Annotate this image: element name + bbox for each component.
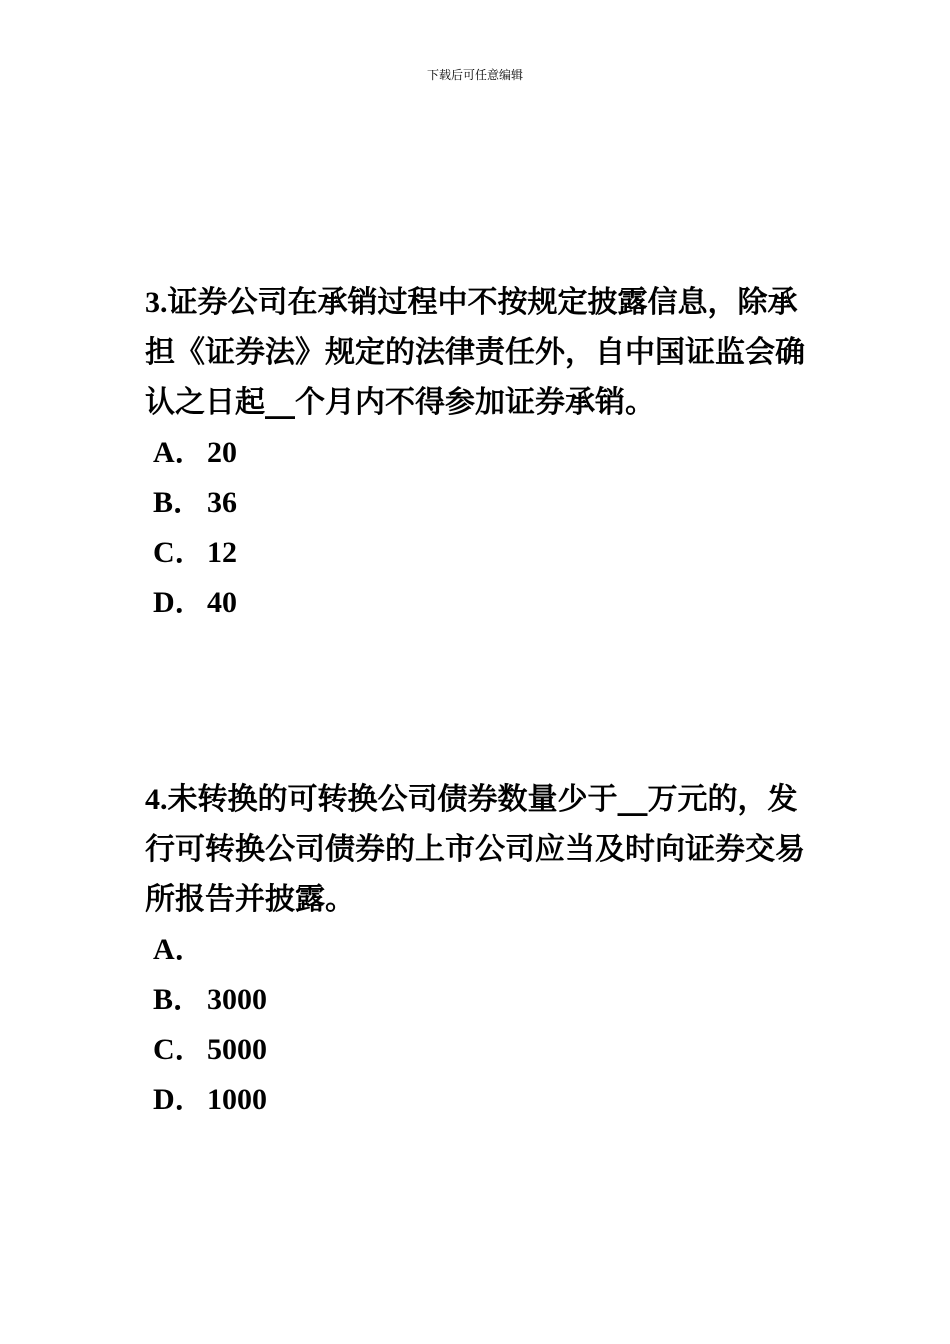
option-text: 36 xyxy=(207,486,237,519)
option-text: 20 xyxy=(207,436,237,469)
question-number: 3. xyxy=(145,286,168,319)
option-a xyxy=(153,925,810,975)
page-header: 下载后可任意编辑 xyxy=(426,68,523,82)
question-text: 未转换的可转换公司债券数量少于__万元的，发行可转换公司债券的上市公司应当及时向证券交易所报告并披露。 xyxy=(145,782,805,917)
option-letter: A． xyxy=(153,436,205,469)
option-letter: D． xyxy=(153,586,205,619)
option-list xyxy=(145,925,810,1125)
option-b xyxy=(153,975,810,1025)
option-text: 5000 xyxy=(207,1033,267,1066)
option-letter: C． xyxy=(153,536,205,569)
option-list xyxy=(145,428,810,628)
question-stem xyxy=(145,775,810,925)
question-stem xyxy=(145,278,810,428)
option-letter: B． xyxy=(153,983,204,1016)
option-text: 1000 xyxy=(207,1083,267,1116)
option-text: 40 xyxy=(207,586,237,619)
question-3 xyxy=(145,278,810,628)
option-letter: B． xyxy=(153,486,204,519)
question-4 xyxy=(145,775,810,1125)
option-letter: D． xyxy=(153,1083,205,1116)
option-letter: C． xyxy=(153,1033,205,1066)
question-text: 证券公司在承销过程中不按规定披露信息，除承担《证券法》规定的法律责任外，自中国证监会确认之日起__个月内不得参加证券承销。 xyxy=(145,285,805,420)
option-d xyxy=(153,578,810,628)
question-number: 4. xyxy=(145,783,168,816)
option-d xyxy=(153,1075,810,1125)
option-b xyxy=(153,478,810,528)
option-a xyxy=(153,428,810,478)
option-c xyxy=(153,528,810,578)
option-c xyxy=(153,1025,810,1075)
option-text: 12 xyxy=(207,536,237,569)
option-letter: A． xyxy=(153,933,205,966)
option-text: 3000 xyxy=(207,983,267,1016)
